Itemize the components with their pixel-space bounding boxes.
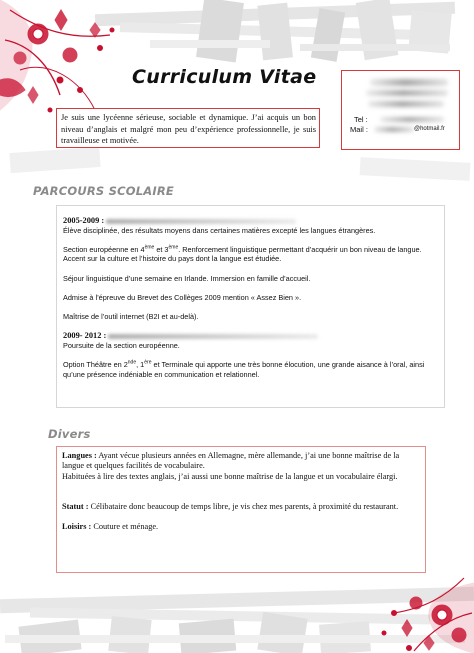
contact-box <box>341 70 460 150</box>
divers-box <box>56 446 426 573</box>
tel-label: Tel : <box>354 115 368 124</box>
redacted-email-user <box>374 127 414 132</box>
parcours-box <box>56 205 445 408</box>
grunge-background-bottom <box>0 563 474 653</box>
parcours-paragraph: Poursuite de la section européenne. <box>63 340 180 350</box>
redacted-name <box>370 79 448 86</box>
period-2005-2009: 2005-2009 : <box>63 216 105 225</box>
parcours-paragraph: Élève disciplinée, des résultats moyens dans certaines matières excepté les langues étrangères. <box>63 225 376 235</box>
section-heading-parcours: PARCOURS SCOLAIRE <box>33 184 174 198</box>
period-2009-2012: 2009- 2012 : <box>63 331 107 341</box>
page-title: Curriculum Vitae <box>132 66 317 88</box>
redacted-address-line-2 <box>368 101 444 107</box>
parcours-paragraph: Maîtrise de l’outil internet (B2I et au-delà). <box>63 311 199 321</box>
intro-text: Je suis une lycéenne sérieuse, sociable et dynamique. J’ai acquis un bon niveau d’anglais et malgré mon peu d’expérience professionnelle, je suis travailleuse et motivée. <box>61 113 316 145</box>
parcours-paragraph: Admise à l’épreuve du Brevet des Collèges 2009 mention « Assez Bien ». <box>63 292 302 302</box>
parcours-paragraph: Séjour linguistique d’une semaine en Irlande. Immersion en famille d’accueil. <box>63 273 311 283</box>
intro-box <box>56 108 320 148</box>
langues-paragraph: Langues : Ayant vécue plusieurs années en Allemagne, mère allemande, j’ai une bonne maîtrise de la langue et quelques facilités de vocabulaire. <box>62 451 400 471</box>
redacted-school-2 <box>108 334 318 339</box>
mail-label: Mail : <box>350 125 368 134</box>
email-domain: @hotmail.fr <box>414 126 445 132</box>
floral-corner-bottom-right <box>364 573 474 653</box>
parcours-paragraph: Section européenne en 4ème et 3ème. Renforcement linguistique permettant d’acquérir un bon niveau de langue. Accent sur la culture et l’histoire du pays dont la langue est étudiée. <box>63 244 422 264</box>
loisirs-paragraph: Loisirs : Couture et ménage. <box>62 521 159 531</box>
parcours-paragraph: Option Théâtre en 2nde, 1ère et Terminale qui apporte une très bonne élocution, une grande aisance à l’oral, ainsi qu’une présence indéniable en communication et relationnel. <box>63 359 425 379</box>
redacted-school-1 <box>106 219 296 224</box>
redacted-address-line-1 <box>366 90 448 96</box>
redacted-phone <box>380 117 444 122</box>
langues-paragraph-2: Habituées à lire des textes anglais, j’ai aussi une bonne maîtrise de la langue et un vocabulaire élargi. <box>62 471 398 481</box>
statut-paragraph: Statut : Célibataire donc beaucoup de temps libre, je vis chez mes parents, à proximité du restaurant. <box>62 502 399 512</box>
section-heading-divers: Divers <box>48 427 91 441</box>
